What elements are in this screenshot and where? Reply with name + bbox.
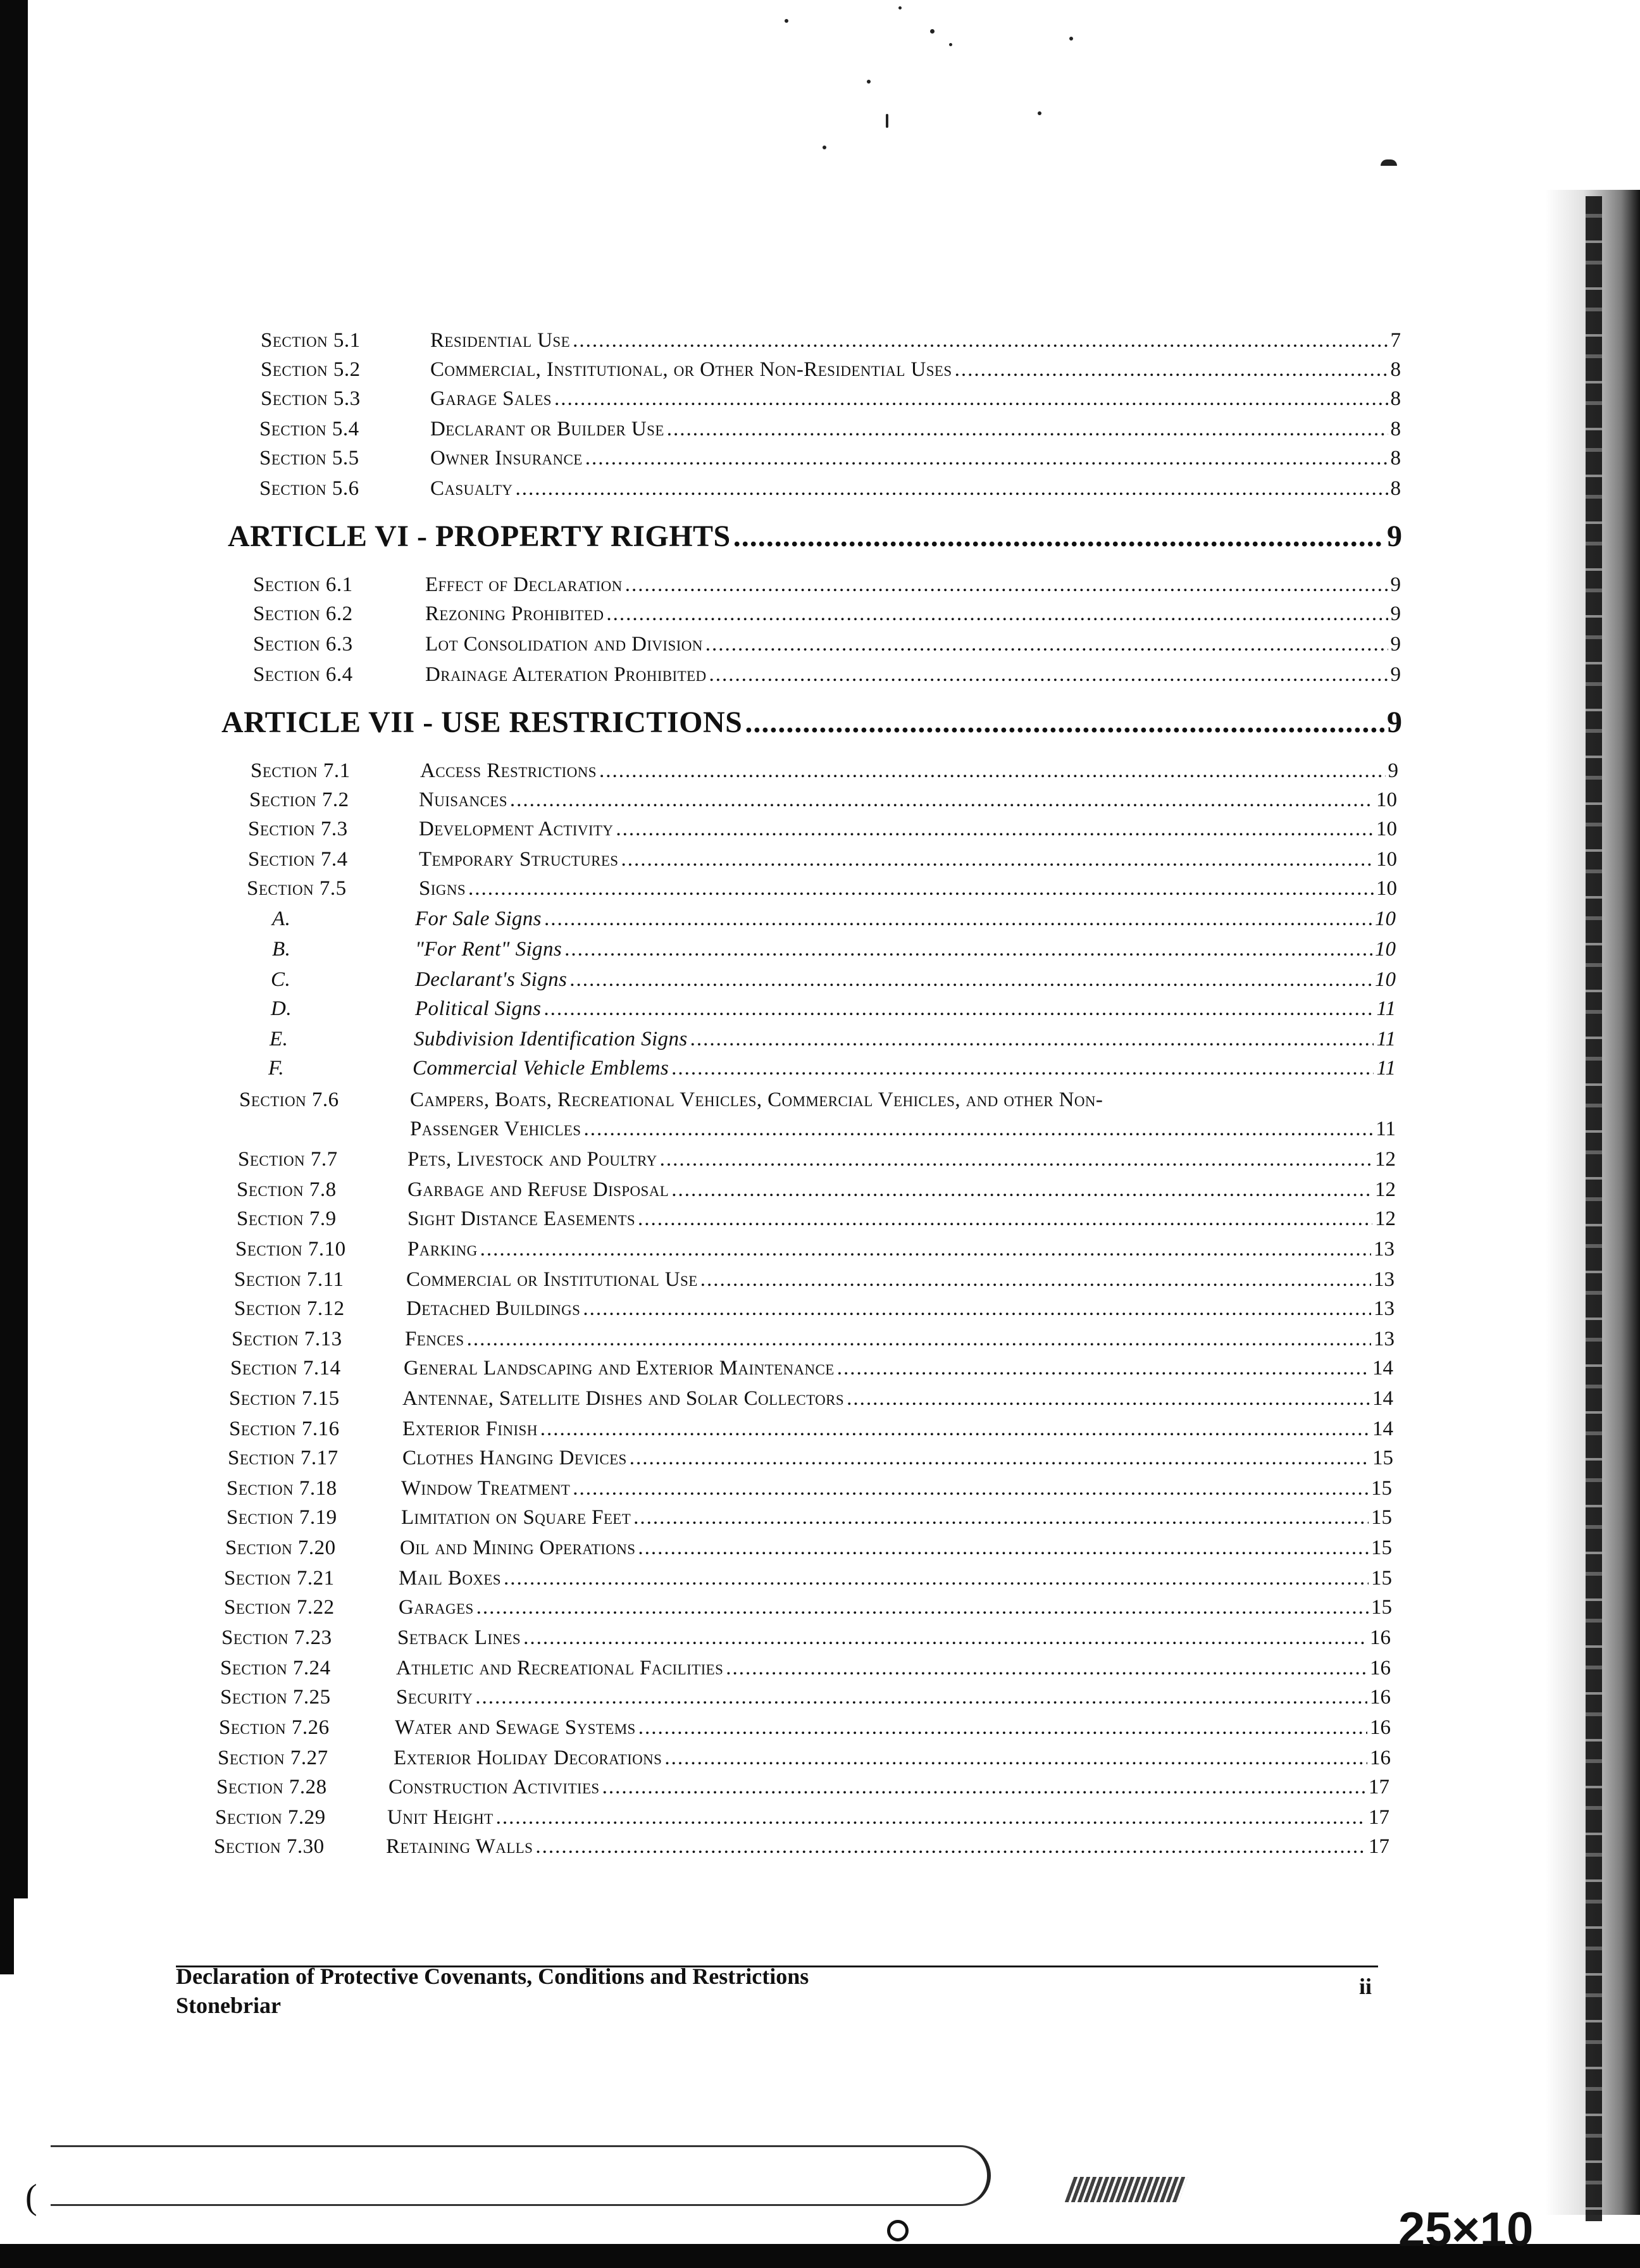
dot-leader <box>535 1835 1366 1859</box>
toc-entry-5-6 <box>259 477 1401 501</box>
dot-leader <box>733 519 1384 554</box>
toc-entry-7-10 <box>235 1238 1395 1261</box>
section-page: 13 <box>1374 1268 1395 1291</box>
section-page: 15 <box>1371 1596 1392 1619</box>
section-page: 15 <box>1371 1567 1392 1590</box>
section-title: Development Activity <box>419 818 614 840</box>
dot-leader <box>496 1806 1366 1829</box>
section-title: Parking <box>407 1238 478 1261</box>
section-number: Section 5.6 <box>259 477 359 500</box>
film-noise <box>1065 2177 1188 2202</box>
section-title: Residential Use <box>430 329 571 352</box>
subsection-letter: D. <box>271 997 292 1020</box>
section-number: Section 7.22 <box>224 1596 335 1619</box>
section-number: Section 7.16 <box>229 1418 340 1440</box>
section-number: Section 7.3 <box>248 818 348 840</box>
toc-entry-7-26 <box>219 1716 1391 1740</box>
reel-hole-icon <box>887 2220 909 2241</box>
section-page: 7 <box>1390 329 1401 352</box>
section-number: Section 6.1 <box>253 573 353 596</box>
section-title: Oil and Mining Operations <box>400 1536 636 1559</box>
footer-document-title: Declaration of Protective Covenants, Conditions and Restrictions <box>176 1964 809 1989</box>
footer-project-name: Stonebriar <box>176 1993 281 2018</box>
section-title: Water and Sewage Systems <box>395 1716 636 1739</box>
dot-leader <box>847 1387 1370 1411</box>
toc-entry-7-9 <box>237 1207 1396 1231</box>
dot-leader <box>700 1268 1371 1292</box>
section-page: 9 <box>1390 663 1401 686</box>
scan-speck <box>930 29 935 34</box>
dot-leader <box>564 938 1372 961</box>
section-number: Section 7.24 <box>220 1657 331 1679</box>
scan-streak-right <box>1586 196 1602 2221</box>
toc-entry-7-29 <box>215 1806 1389 1829</box>
section-number: Section 7.25 <box>220 1686 331 1709</box>
scan-speck <box>949 43 952 46</box>
film-edge-mark: ( <box>25 2178 37 2217</box>
subsection-letter: B. <box>272 938 291 961</box>
article-title: ARTICLE VI - PROPERTY RIGHTS <box>228 520 731 553</box>
dot-leader <box>667 418 1388 441</box>
toc-entry-7-25 <box>220 1686 1391 1709</box>
toc-subentry-d <box>271 997 1396 1021</box>
toc-subentry-f <box>268 1057 1396 1080</box>
dot-leader <box>583 1118 1373 1141</box>
scan-speck <box>867 80 871 84</box>
dot-leader <box>467 1328 1371 1351</box>
section-page: 8 <box>1390 387 1401 410</box>
section-page: 10 <box>1376 788 1397 811</box>
subsection-letter: C. <box>271 968 291 991</box>
toc-entry-7-15 <box>229 1387 1393 1411</box>
section-number: Section 7.21 <box>224 1567 335 1590</box>
section-title: Nuisances <box>419 788 507 811</box>
section-page: 10 <box>1376 877 1397 900</box>
toc-entry-7-27 <box>218 1747 1391 1770</box>
toc-entry-5-2 <box>261 358 1401 382</box>
toc-entry-7-21 <box>224 1567 1392 1590</box>
toc-entry-7-23 <box>221 1626 1391 1650</box>
dot-leader <box>621 848 1374 871</box>
scan-border-left-lower <box>0 1898 14 1974</box>
toc-entry-7-28 <box>216 1776 1389 1799</box>
section-number: Section 7.30 <box>214 1835 325 1858</box>
toc-subentry-c <box>271 968 1396 992</box>
toc-entry-7-30 <box>214 1835 1389 1859</box>
section-page: 16 <box>1370 1657 1391 1679</box>
section-title: Garage Sales <box>430 387 552 410</box>
dot-leader <box>705 633 1388 656</box>
dot-leader <box>540 1418 1370 1441</box>
toc-entry-7-11 <box>234 1268 1395 1292</box>
section-number: Section 5.5 <box>259 447 359 470</box>
toc-entry-7-19 <box>227 1506 1392 1530</box>
section-title: Unit Height <box>387 1806 494 1829</box>
dot-leader <box>475 1686 1367 1709</box>
section-title: Exterior Finish <box>402 1418 538 1440</box>
section-title-continued: Passenger Vehicles <box>410 1118 581 1140</box>
section-page: 9 <box>1390 633 1401 656</box>
section-page: 10 <box>1376 848 1397 871</box>
section-page: 17 <box>1369 1835 1389 1858</box>
section-title: Pets, Livestock and Poultry <box>407 1148 657 1171</box>
section-number: Section 7.8 <box>237 1178 337 1201</box>
section-page: 13 <box>1374 1328 1395 1350</box>
toc-subentry-b <box>272 938 1396 961</box>
dot-leader <box>625 573 1388 597</box>
subsection-title: "For Rent" Signs <box>415 938 562 961</box>
section-page: 12 <box>1375 1178 1396 1201</box>
section-page: 16 <box>1370 1716 1391 1739</box>
toc-article-7 <box>221 705 1402 740</box>
section-title: Detached Buildings <box>406 1297 581 1320</box>
section-number: Section 7.18 <box>227 1477 337 1500</box>
dot-leader <box>745 705 1384 740</box>
section-page: 16 <box>1370 1626 1391 1649</box>
section-title: Commercial, Institutional, or Other Non-Residential Uses <box>430 358 952 381</box>
section-number: Section 7.27 <box>218 1747 328 1769</box>
section-number: Section 6.4 <box>253 663 353 686</box>
subsection-page: 10 <box>1375 907 1396 930</box>
film-frame-outline <box>51 2145 991 2206</box>
toc-entry-7-8 <box>237 1178 1396 1202</box>
section-number: Section 5.1 <box>261 329 361 352</box>
toc-entry-5-1 <box>261 329 1401 352</box>
section-title: Access Restrictions <box>420 759 597 782</box>
section-title: Signs <box>419 877 466 900</box>
dot-leader <box>638 1536 1369 1560</box>
section-title: Construction Activities <box>388 1776 600 1798</box>
section-page: 10 <box>1376 818 1397 840</box>
subsection-page: 11 <box>1376 1028 1396 1050</box>
dot-leader <box>599 759 1386 783</box>
article-page: 9 <box>1387 520 1402 553</box>
dot-leader <box>837 1357 1370 1380</box>
section-page: 14 <box>1372 1418 1393 1440</box>
section-title: Garbage and Refuse Disposal <box>407 1178 669 1201</box>
toc-entry-7-7 <box>238 1148 1396 1171</box>
section-number: Section 7.11 <box>234 1268 344 1291</box>
dot-leader <box>671 1057 1374 1080</box>
section-title: Garages <box>399 1596 474 1619</box>
scan-border-left <box>0 0 28 1898</box>
dot-leader <box>630 1447 1370 1470</box>
section-page: 8 <box>1390 447 1401 470</box>
subsection-letter: F. <box>268 1057 285 1080</box>
section-page: 15 <box>1372 1447 1393 1469</box>
scan-speck <box>1381 159 1397 166</box>
toc-entry-6-4 <box>253 663 1401 687</box>
toc-subentry-a <box>272 907 1396 931</box>
scan-speck <box>785 19 788 23</box>
dot-leader <box>504 1567 1369 1590</box>
section-number: Section 7.23 <box>221 1626 332 1649</box>
section-title: Window Treatment <box>401 1477 571 1500</box>
section-page: 11 <box>1376 1118 1396 1140</box>
subsection-title: Declarant's Signs <box>415 968 568 991</box>
toc-entry-7-1 <box>251 759 1398 783</box>
article-page: 9 <box>1387 706 1402 739</box>
scan-speck <box>1069 37 1073 40</box>
dot-leader <box>523 1626 1367 1650</box>
subsection-page: 11 <box>1376 1057 1396 1080</box>
section-page: 15 <box>1371 1506 1392 1529</box>
subsection-page: 10 <box>1375 938 1396 961</box>
section-page: 13 <box>1374 1297 1395 1320</box>
toc-entry-7-6 <box>239 1088 1397 1112</box>
subsection-title: For Sale Signs <box>415 907 542 930</box>
section-title: Declarant or Builder Use <box>430 418 664 440</box>
dot-leader <box>544 907 1372 931</box>
section-number: Section 7.26 <box>219 1716 330 1739</box>
dot-leader <box>726 1657 1367 1680</box>
footer-page-number: ii <box>1359 1974 1372 1999</box>
toc-entry-7-16 <box>229 1418 1393 1441</box>
dot-leader <box>633 1506 1369 1530</box>
dot-leader <box>476 1596 1369 1619</box>
section-number: Section 7.29 <box>215 1806 326 1829</box>
toc-subentry-e <box>270 1028 1396 1051</box>
section-title: General Landscaping and Exterior Maintenance <box>404 1357 835 1380</box>
subsection-page: 11 <box>1376 997 1396 1020</box>
subsection-title: Commercial Vehicle Emblems <box>413 1057 669 1080</box>
section-number: Section 6.3 <box>253 633 353 656</box>
section-page: 13 <box>1374 1238 1395 1261</box>
toc-entry-7-6-cont <box>410 1118 1396 1141</box>
toc-entry-6-1 <box>253 573 1401 597</box>
dot-leader <box>480 1238 1371 1261</box>
dot-leader <box>690 1028 1374 1051</box>
toc-entry-7-22 <box>224 1596 1392 1619</box>
dot-leader <box>515 477 1388 501</box>
section-title: Retaining Walls <box>386 1835 533 1858</box>
section-title: Security <box>396 1686 473 1709</box>
section-number: Section 5.4 <box>259 418 359 440</box>
section-page: 15 <box>1371 1536 1392 1559</box>
dot-leader <box>573 1477 1369 1500</box>
subsection-letter: A. <box>272 907 291 930</box>
section-title: Limitation on Square Feet <box>401 1506 631 1529</box>
section-page: 8 <box>1390 358 1401 381</box>
dot-leader <box>955 358 1388 382</box>
section-number: Section 7.9 <box>237 1207 337 1230</box>
section-number: Section 7.4 <box>248 848 348 871</box>
section-title: Athletic and Recreational Facilities <box>396 1657 724 1679</box>
scan-border-bottom <box>0 2244 1640 2268</box>
section-number: Section 7.28 <box>216 1776 327 1798</box>
section-title: Commercial or Institutional Use <box>406 1268 698 1291</box>
subsection-letter: E. <box>270 1028 289 1050</box>
section-title: Sight Distance Easements <box>407 1207 636 1230</box>
dot-leader <box>468 877 1374 900</box>
section-page: 17 <box>1369 1776 1389 1798</box>
section-number: Section 7.15 <box>229 1387 340 1410</box>
article-title: ARTICLE VII - USE RESTRICTIONS <box>221 706 743 739</box>
section-title: Clothes Hanging Devices <box>402 1447 627 1469</box>
toc-entry-7-24 <box>220 1657 1391 1680</box>
section-title: Owner Insurance <box>430 447 583 470</box>
section-page: 14 <box>1372 1357 1393 1380</box>
section-number: Section 6.2 <box>253 602 353 625</box>
dot-leader <box>569 968 1372 992</box>
section-title: Drainage Alteration Prohibited <box>425 663 707 686</box>
dot-leader <box>606 602 1388 626</box>
dot-leader <box>638 1207 1372 1231</box>
film-frame-number: 25×10 <box>1398 2203 1534 2257</box>
toc-entry-7-20 <box>225 1536 1392 1560</box>
section-number: Section 7.2 <box>249 788 349 811</box>
section-number: Section 5.3 <box>261 387 361 410</box>
section-title: Exterior Holiday Decorations <box>394 1747 662 1769</box>
toc-entry-5-5 <box>259 447 1401 470</box>
toc-entry-7-12 <box>234 1297 1395 1321</box>
dot-leader <box>585 447 1388 470</box>
section-title: Lot Consolidation and Division <box>425 633 703 656</box>
section-page: 15 <box>1371 1477 1392 1500</box>
section-number: Section 5.2 <box>261 358 361 381</box>
toc-entry-7-3 <box>248 818 1397 841</box>
toc-entry-6-3 <box>253 633 1401 656</box>
section-number: Section 7.20 <box>225 1536 336 1559</box>
scan-speck <box>1038 111 1041 115</box>
section-title: Mail Boxes <box>399 1567 501 1590</box>
dot-leader <box>709 663 1388 687</box>
section-number: Section 7.1 <box>251 759 351 782</box>
dot-leader <box>638 1716 1367 1740</box>
section-number: Section 7.6 <box>239 1088 339 1111</box>
dot-leader <box>664 1747 1367 1770</box>
toc-entry-7-13 <box>232 1328 1395 1351</box>
section-number: Section 7.13 <box>232 1328 342 1350</box>
scan-speck <box>886 114 888 128</box>
section-number: Section 7.12 <box>234 1297 345 1320</box>
section-number: Section 7.7 <box>238 1148 338 1171</box>
section-number: Section 7.10 <box>235 1238 346 1261</box>
section-title: Antennae, Satellite Dishes and Solar Collectors <box>402 1387 845 1410</box>
subsection-page: 10 <box>1375 968 1396 991</box>
dot-leader <box>616 818 1374 841</box>
section-title: Setback Lines <box>397 1626 521 1649</box>
toc-entry-5-3 <box>261 387 1401 411</box>
toc-entry-7-14 <box>230 1357 1393 1380</box>
toc-entry-6-2 <box>253 602 1401 626</box>
dot-leader <box>583 1297 1371 1321</box>
section-page: 16 <box>1370 1747 1391 1769</box>
section-page: 16 <box>1370 1686 1391 1709</box>
dot-leader <box>554 387 1388 411</box>
section-page: 12 <box>1375 1207 1396 1230</box>
section-title: Effect of Declaration <box>425 573 623 596</box>
section-page: 9 <box>1388 759 1398 782</box>
section-title: Casualty <box>430 477 513 500</box>
section-page: 8 <box>1390 418 1401 440</box>
section-number: Section 7.17 <box>228 1447 339 1469</box>
section-page: 14 <box>1372 1387 1393 1410</box>
toc-entry-7-18 <box>227 1477 1392 1500</box>
toc-entry-7-4 <box>248 848 1397 871</box>
section-page: 17 <box>1369 1806 1389 1829</box>
section-number: Section 7.14 <box>230 1357 341 1380</box>
dot-leader <box>510 788 1374 812</box>
dot-leader <box>602 1776 1366 1799</box>
section-page: 12 <box>1375 1148 1396 1171</box>
scan-speck <box>823 146 826 149</box>
section-page: 8 <box>1390 477 1401 500</box>
section-number: Section 7.5 <box>247 877 347 900</box>
scan-speck <box>898 6 902 9</box>
section-title: Fences <box>405 1328 464 1350</box>
section-title: Rezoning Prohibited <box>425 602 604 625</box>
toc-entry-7-2 <box>249 788 1397 812</box>
section-page: 9 <box>1390 573 1401 596</box>
subsection-title: Subdivision Identification Signs <box>414 1028 688 1050</box>
dot-leader <box>573 329 1388 352</box>
section-title: Temporary Structures <box>419 848 619 871</box>
subsection-title: Political Signs <box>415 997 542 1020</box>
section-number: Section 7.19 <box>227 1506 337 1529</box>
dot-leader <box>660 1148 1372 1171</box>
section-page: 9 <box>1390 602 1401 625</box>
section-title: Campers, Boats, Recreational Vehicles, Commercial Vehicles, and other Non- <box>410 1088 1103 1111</box>
dot-leader <box>671 1178 1372 1202</box>
toc-entry-7-17 <box>228 1447 1393 1470</box>
toc-entry-5-4 <box>259 418 1401 441</box>
toc-article-6 <box>228 519 1402 554</box>
toc-entry-7-5 <box>247 877 1397 900</box>
dot-leader <box>544 997 1374 1021</box>
